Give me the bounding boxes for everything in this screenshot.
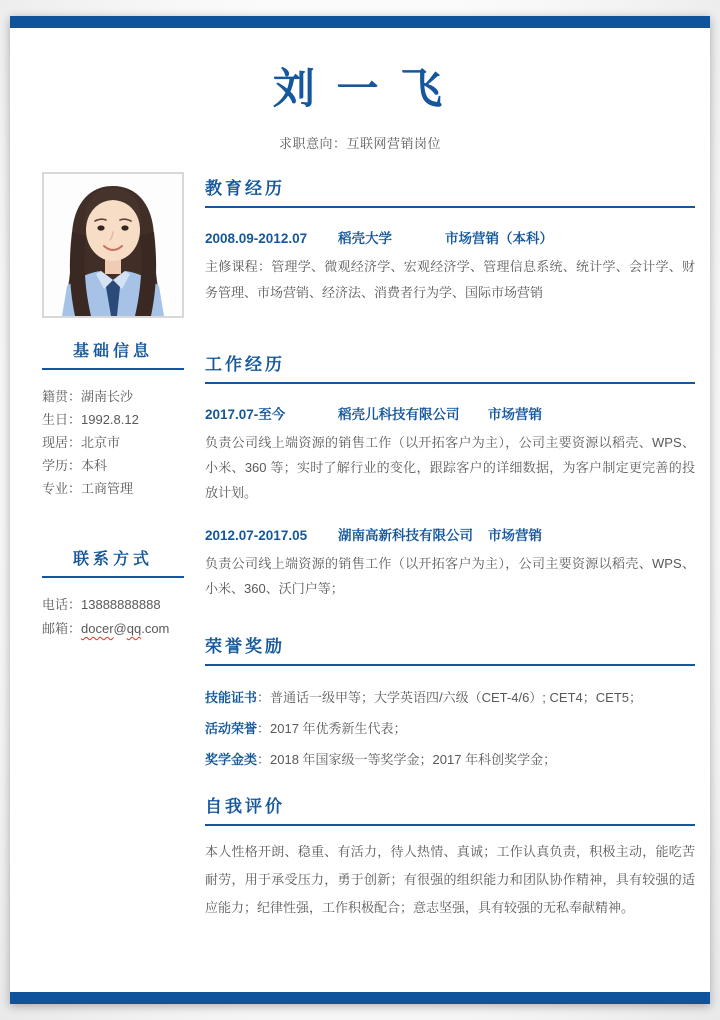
work-entry-head [205,403,695,423]
honor-item-certificates [205,682,695,713]
phone-value: 13888888888 [81,597,161,612]
main-content [205,174,695,922]
info-label: 现居： [42,435,82,450]
email-user: docer [81,621,114,636]
resume-header [10,56,710,152]
work-company: 稻壳儿科技有限公司 [338,407,460,422]
self-evaluation-section [205,792,695,922]
work-position: 市场营销 [488,407,542,422]
contact-section [42,546,184,641]
contact-email [42,617,184,641]
sidebar [42,172,184,641]
honors-list [205,682,695,775]
education-section [205,174,695,306]
work-title: 工作经历 [205,350,695,384]
info-item-major [42,477,184,500]
honor-text: ：2018 年国家级一等奖学金；2017 年科创奖学金； [257,752,557,767]
work-period: 2012.07-2017.05 [205,528,308,543]
education-major: 市场营销（本科） [445,231,553,246]
info-item-hometown [42,385,184,408]
job-objective: 求职意向：互联网营销岗位 [278,136,441,151]
contact-phone [42,593,184,617]
info-label: 籍贯： [42,389,82,404]
honor-item-activities [205,713,695,744]
work-entry-head [205,524,695,544]
profile-photo-illustration [44,174,182,316]
bottom-accent-bar [10,992,710,1004]
info-item-residence [42,431,184,454]
phone-label: 电话： [42,597,82,612]
honor-item-scholarships [205,744,695,775]
info-value: 工商管理 [81,481,134,496]
info-item-birthday [42,408,184,431]
basic-info-section [42,338,184,500]
honor-text: ：2017 年优秀新生代表； [257,721,407,736]
honors-title: 荣誉奖励 [205,632,695,666]
email-at: @ [113,621,127,636]
basic-info-list [42,385,184,500]
self-evaluation-text: 本人性格开朗、稳重、有活力，待人热情、真诚；工作认真负责，积极主动，能吃苦耐劳，用于承受压力，勇于创新；有很强的组织能力和团队协作精神，具有较强的适应能力；纪律性强，工作积极配合；意志坚强，具有较强的无私奉献精神。 [205,844,695,915]
honor-label: 奖学金类 [205,752,258,767]
info-label: 专业： [42,481,82,496]
honors-section [205,632,695,775]
self-evaluation-title: 自我评价 [205,792,695,826]
honor-text: ：普通话一级甲等；大学英语四/六级（CET-4/6）; CET4；CET5； [257,690,642,705]
work-description: 负责公司线上端资源的销售工作（以开拓客户为主），公司主要资源以稻壳、WPS、小米、360、沃门户等； [205,556,695,596]
contact-list [42,593,184,641]
education-school: 稻壳大学 [338,231,392,246]
resume-page [10,16,710,1004]
work-section [205,350,695,601]
honor-label: 活动荣誉 [205,721,258,736]
work-entry [205,524,695,601]
info-value: 本科 [81,458,108,473]
work-description: 负责公司线上端资源的销售工作（以开拓客户为主），公司主要资源以稻壳、WPS、小米、360 等；实时了解行业的变化，跟踪客户的详细数据，为客户制定更完善的投放计划。 [205,435,695,500]
profile-photo [42,172,184,318]
work-position: 市场营销 [488,528,542,543]
info-value: 北京市 [81,435,121,450]
basic-info-title: 基础信息 [42,338,184,370]
education-title: 教育经历 [205,174,695,208]
honor-label: 技能证书 [205,690,258,705]
education-period: 2008.09-2012.07 [205,231,308,246]
contact-title: 联系方式 [42,546,184,578]
education-entry-head [205,227,695,247]
work-entry [205,403,695,505]
education-courses: 主修课程：管理学、微观经济学、宏观经济学、管理信息系统、统计学、会计学、财务管理、市场营销、经济法、消费者行为学、国际市场营销 [205,259,695,300]
info-label: 学历： [42,458,82,473]
info-value: 湖南长沙 [81,389,134,404]
info-label: 生日： [42,412,82,427]
email-domain: qq [126,621,142,636]
info-value: 1992.8.12 [81,412,139,427]
candidate-name: 刘 一 飞 [272,65,448,112]
email-tld: .com [141,621,170,636]
email-label: 邮箱： [42,621,82,636]
top-accent-bar [10,16,710,28]
work-company: 湖南高新科技有限公司 [338,528,473,543]
education-entry [205,227,695,306]
info-item-degree [42,454,184,477]
work-period: 2017.07-至今 [205,407,286,422]
